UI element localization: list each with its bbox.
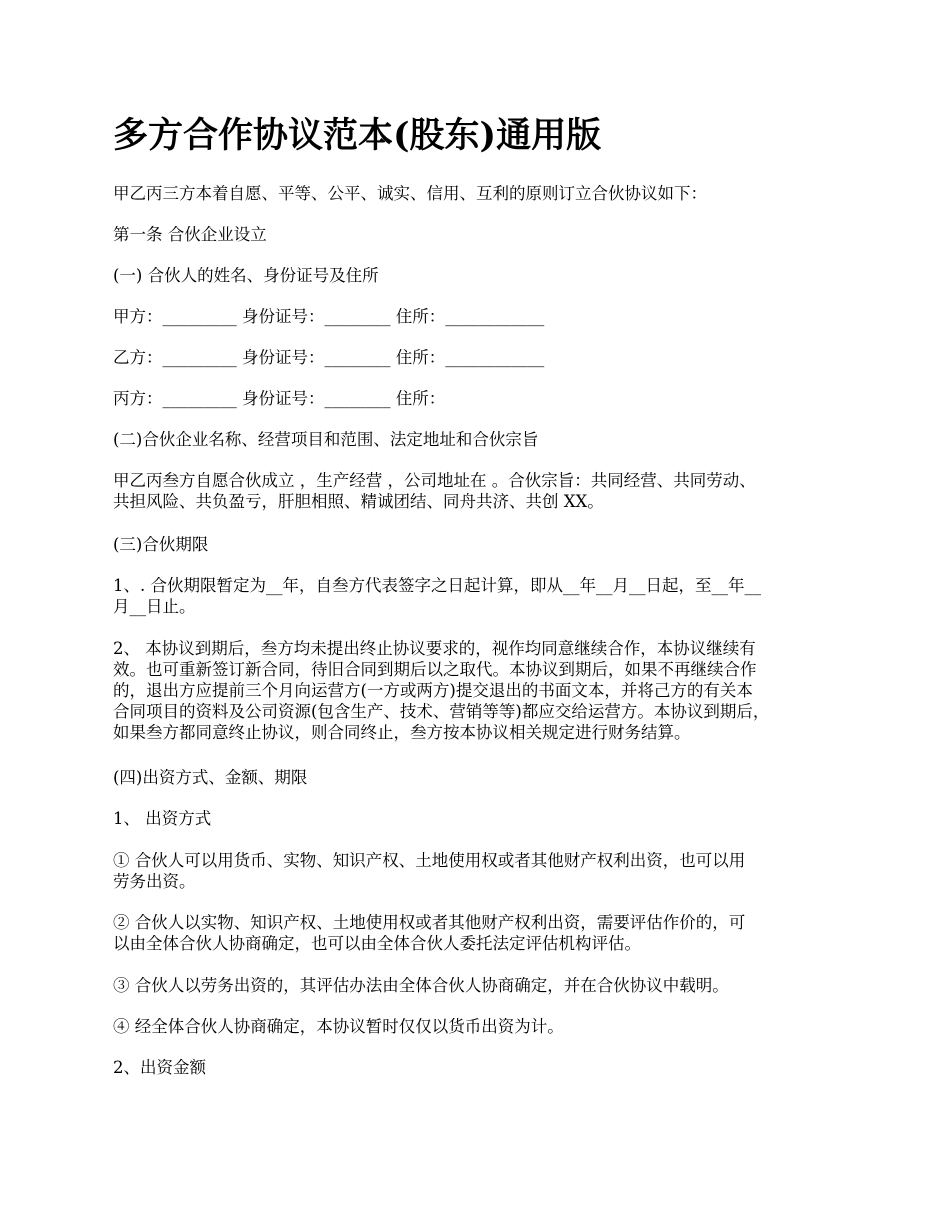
contribution-amount-heading: 2、出资金额 [113,1058,206,1077]
contribution-item-3: ③ 合伙人以劳务出资的，其评估办法由全体合伙人协商确定，并在合伙协议中载明。 [113,976,729,995]
section-1-heading: (一) 合伙人的姓名、身份证号及住所 [113,266,379,285]
text-line: 以由全体合伙人协商确定，也可以由全体合伙人委托法定评估机构评估。 [113,934,641,953]
text-line: 如果叁方都同意终止协议，则合同终止，叁方按本协议相关规定进行财务结算。 [113,723,691,742]
page-title: 多方合作协议范本(股东)通用版 [113,115,602,156]
text-line: 1、. 合伙期限暂定为__年，自叁方代表签字之日起计算，即从__年__月__日起，至__年__ [113,576,761,595]
party-a-line: 甲方：_________ 身份证号：________ 住所：____________ [113,307,545,326]
text-line: 甲乙丙叁方自愿合伙成立 ，生产经营 ，公司地址在 。合伙宗旨：共同经营、共同劳动、 [113,471,756,490]
text-line: 合同项目的资料及公司资源(包含生产、技术、营销等等)都应交给运营方。本协议到期后， [113,702,770,721]
text-line: 月__日止。 [113,597,196,616]
section-4-heading: (四)出资方式、金额、期限 [113,768,308,787]
term-item-1 [113,575,843,617]
contribution-method-heading: 1、 出资方式 [113,809,212,828]
contribution-item-1 [113,850,843,892]
term-item-2 [113,638,843,743]
section-2-heading: (二)合伙企业名称、经营项目和范围、法定地址和合伙宗旨 [113,430,539,449]
contribution-item-4: ④ 经全体合伙人协商确定，本协议暂时仅仅以货币出资为计。 [113,1017,564,1036]
text-line: 的，退出方应提前三个月向运营方(一方或两方)提交退出的书面文本，并将己方的有关本 [113,681,753,700]
text-line: ② 合伙人以实物、知识产权、土地使用权或者其他财产权利出资，需要评估作价的，可 [113,913,746,932]
text-line: 共担风险、共负盈亏，肝胆相照、精诚团结、同舟共济、共创 XX。 [113,492,604,511]
article-1-heading: 第一条 合伙企业设立 [113,225,267,244]
party-c-line: 丙方：_________ 身份证号：________ 住所： [113,389,446,408]
text-line: ① 合伙人可以用货币、实物、知识产权、土地使用权或者其他财产权利出资，也可以用 [113,851,746,870]
section-2-body [113,470,843,512]
section-3-heading: (三)合伙期限 [113,535,209,554]
text-line: 2、 本协议到期后，叁方均未提出终止协议要求的，视作均同意继续合作，本协议继续有 [113,639,756,658]
contribution-item-2 [113,912,843,954]
text-line: 效。也可重新签订新合同，待旧合同到期后以之取代。本协议到期后，如果不再继续合作 [113,660,757,679]
party-b-line: 乙方：_________ 身份证号：________ 住所：____________ [113,348,545,367]
intro-paragraph: 甲乙丙三方本着自愿、平等、公平、诚实、信用、互利的原则订立合伙协议如下： [113,184,707,203]
text-line: 劳务出资。 [113,872,196,891]
